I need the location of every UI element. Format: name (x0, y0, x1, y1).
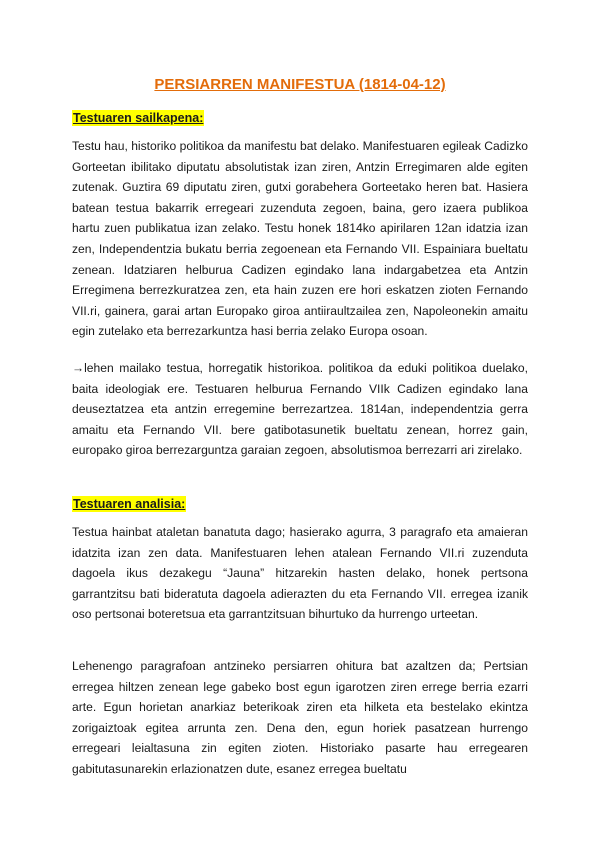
paragraph: Testua hainbat ataletan banatuta dago; hasierako agurra, 3 paragrafo eta amaieran idatzita izan zen data. Manifestuaren lehen atalean Fernando VII.ri zuzenduta dagoela ikus dezakegu “Jauna” hitzarekin hasten delako, honek pertsona garrantzitsu bati bideratuta dagoela adierazten du eta Fernando VII. erregea izanik oso pertsonai boteretsua eta garrantzitsuan bihurtuko da hurrengo urteetan. (72, 525, 528, 622)
section-heading-classification: Testuaren sailkapena: (73, 111, 204, 125)
paragraph: Testu hau, historiko politikoa da manifestu bat delako. Manifestuaren egileak Cadizko Gorteetan ibilitako diputatu absolutistak izan ziren, Antzin Erregimaren alde egiten zutenak. Guztira 69 diputatu ziren, gutxi gorabehera Gorteetako heren bat. Hasiera batean testua bakarrik erregeari zuzenduta zegoen, baina, gero izaera publikoa hartu zuen publikatua izan zelako. Testu honek 1814ko apirilaren 12an idatzia izan zen, Independentzia bukatu berria zegoenean eta Fernando VII. Espainiara bueltatu zenean. Idatziaren helburua Cadizen egindako lana indargabetzea eta Antzin Erregimena berrezkuratzea zen, eta hain zuzen ere hori eskatzen zioten Fernando VII.ri, gainera, garai artan Europako giroa antiiraultzailea zen, Napoleonekin amaitu egin zutelako eta berrezarkuntza hasi berria zelako Europa osoan. (72, 139, 528, 339)
document-title: PERSIARREN MANIFESTUA (1814-04-12) (154, 76, 446, 93)
section-heading-analysis: Testuaren analisia: (73, 497, 186, 511)
paragraph: Lehenengo paragrafoan antzineko persiarren ohitura bat azaltzen da; Pertsian erregea hiltzen zenean lege gabeko bost egun igarotzen ziren errege berria ezarri arte. Egun horietan anarkiaz beterikoak ziren eta hilketa eta bestelako ekintza zorigaiztoak egitea arrunta zen. Dena den, egun horiek pasatzean hurrengo erregeari leialtasuna zin egiten zioten. Historiako pasarte hau erregearen gabitutasunarekin erlazionatzen dute, esanez erregea bueltatu (72, 659, 528, 776)
paragraph: →lehen mailako testua, horregatik historikoa. politikoa da eduki politikoa duelako, baita ideologiak ere. Testuaren helburua Fernando VIIk Cadizen egindako lana deuseztatzea eta antzin erregemine berrezartzea. 1814an, independentzia gerra amaitu eta Fernando VII. bere gatibotasunetik bueltatu zenean, horrez gain, europako giroa berrezarguntza garaian zegoen, absolutismoa berrezarri ari zirelako. (72, 361, 528, 458)
